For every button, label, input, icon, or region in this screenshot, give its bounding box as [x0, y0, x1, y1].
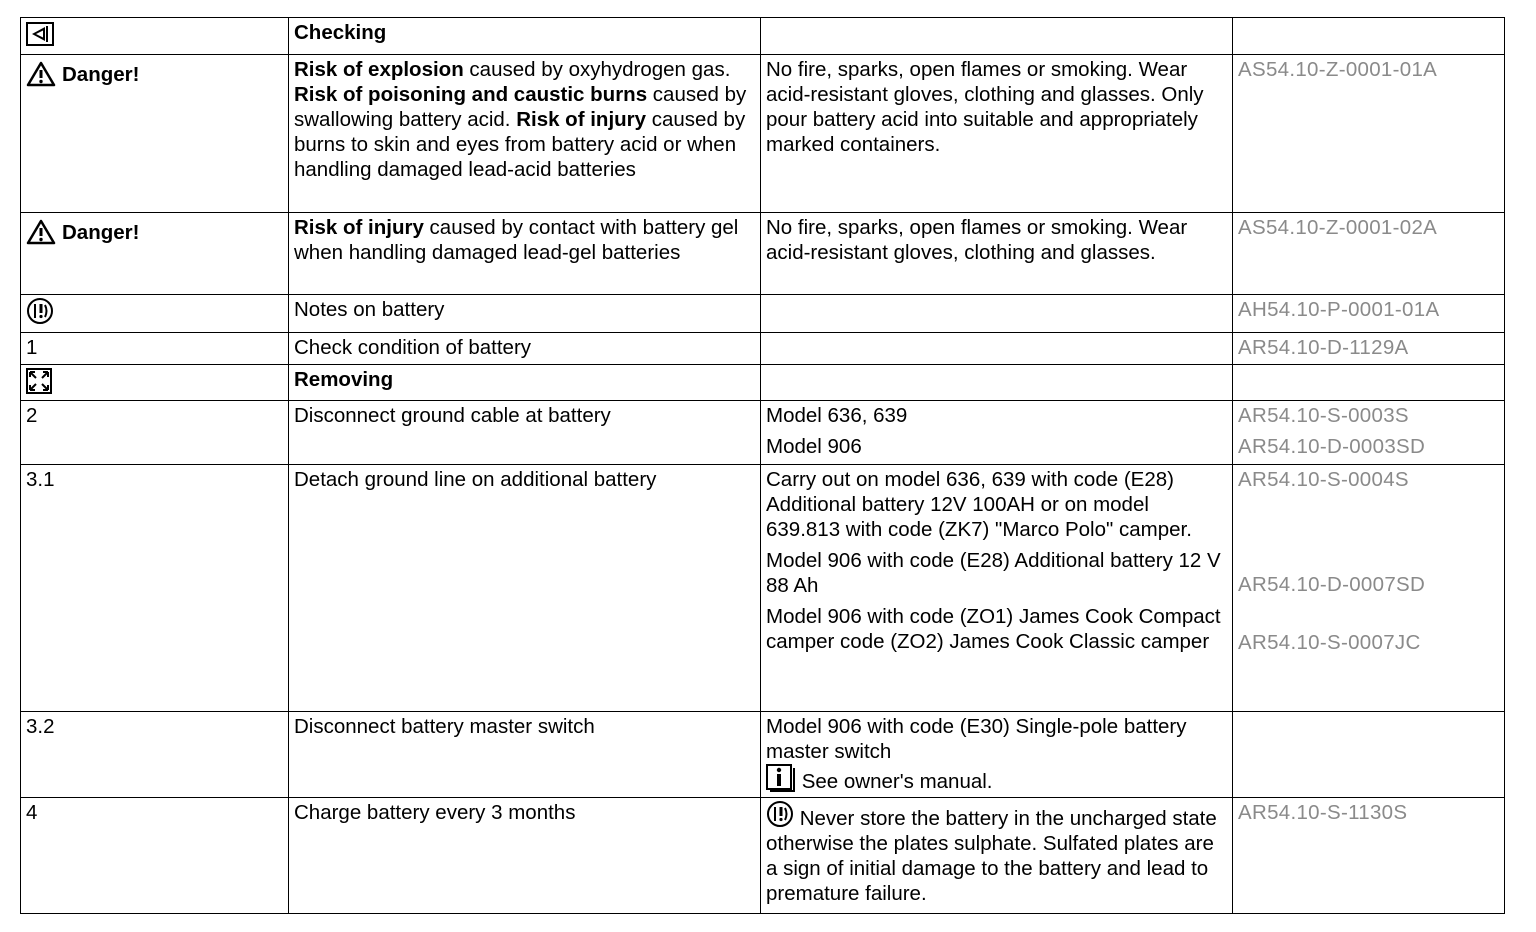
model-list — [761, 401, 1233, 465]
danger-label: Danger! — [62, 62, 140, 86]
step-number: 4 — [21, 798, 289, 914]
model-note: Model 636, 639 — [766, 404, 908, 427]
row-marker-cell — [21, 295, 289, 333]
table-row — [21, 401, 1505, 465]
reference-link[interactable]: AR54.10-S-0003S — [1238, 404, 1409, 427]
table-row — [21, 798, 1505, 914]
risk-description — [289, 55, 761, 213]
info-note — [766, 764, 1228, 794]
reference-link[interactable]: AR54.10-D-1129A — [1233, 333, 1505, 365]
reference-cell — [1233, 712, 1505, 798]
risk-bold-text: Risk of poisoning and caustic burns — [294, 83, 648, 106]
note-circle-icon — [766, 800, 794, 828]
risk-description — [289, 213, 761, 295]
precaution-text: No fire, sparks, open flames or smoking. Wear acid-resistant gloves, clothing and glasses. — [761, 213, 1233, 295]
step-text: Checking — [289, 18, 761, 55]
info-book-icon — [766, 764, 796, 792]
table-row — [21, 365, 1505, 401]
reference-link[interactable]: AR54.10-S-1130S — [1233, 798, 1505, 914]
reference-list — [1233, 401, 1505, 465]
precaution-text: No fire, sparks, open flames or smoking. Wear acid-resistant gloves, clothing and glasses. Only pour battery acid into suitable and appropriately marked containers. — [761, 55, 1233, 213]
model-list — [761, 465, 1233, 712]
note-cell — [761, 365, 1233, 401]
risk-text: caused by oxyhydrogen gas. — [463, 58, 731, 81]
table-row — [21, 712, 1505, 798]
risk-text: caused by contact with battery gel when handling damaged lead-gel batteries — [294, 216, 739, 264]
table-row — [21, 333, 1505, 365]
step-number: 2 — [21, 401, 289, 465]
risk-text: caused by swallowing battery acid. — [294, 83, 747, 131]
reference-link[interactable]: AR54.10-S-0007JC — [1238, 631, 1421, 654]
step-text: Disconnect ground cable at battery — [289, 401, 761, 465]
step-text: Detach ground line on additional battery — [289, 465, 761, 712]
warning-triangle-icon — [26, 219, 56, 245]
note-cell — [761, 333, 1233, 365]
model-note-cell — [761, 712, 1233, 798]
step-number: 3.1 — [21, 465, 289, 712]
table-row — [21, 18, 1505, 55]
reference-link[interactable]: AR54.10-D-0007SD — [1238, 573, 1426, 596]
row-marker-cell — [21, 365, 289, 401]
risk-text: caused by burns to skin and eyes from battery acid or when handling damaged lead-acid batteries — [294, 108, 746, 181]
note-cell — [761, 18, 1233, 55]
warning-triangle-icon — [26, 61, 56, 87]
reference-list — [1233, 465, 1505, 712]
row-marker-cell — [21, 18, 289, 55]
reference-link[interactable]: AH54.10-P-0001-01A — [1233, 295, 1505, 333]
reference-link[interactable]: AR54.10-D-0003SD — [1238, 435, 1426, 458]
reference-cell — [1233, 365, 1505, 401]
reference-cell — [1233, 18, 1505, 55]
table-row — [21, 213, 1505, 295]
model-note: Model 906 with code (ZO1) James Cook Compact camper code (ZO2) James Cook Classic camper — [766, 605, 1221, 653]
reference-link[interactable]: AS54.10-Z-0001-02A — [1233, 213, 1505, 295]
note-circle-icon — [26, 297, 54, 325]
table-row — [21, 465, 1505, 712]
model-note: Model 906 with code (E30) Single-pole battery master switch — [766, 715, 1187, 763]
remove-expand-icon — [26, 368, 52, 394]
model-note: Carry out on model 636, 639 with code (E28) Additional battery 12V 100AH or on model 639.813 with code (ZK7) "Marco Polo" camper. — [766, 468, 1192, 541]
note-cell — [761, 295, 1233, 333]
reference-link[interactable]: AR54.10-S-0004S — [1238, 468, 1409, 491]
reference-link[interactable]: AS54.10-Z-0001-01A — [1233, 55, 1505, 213]
step-number: 3.2 — [21, 712, 289, 798]
risk-bold-text: Risk of injury — [516, 108, 647, 131]
caution-text: Never store the battery in the uncharged state otherwise the plates sulphate. Sulfated plates are a sign of initial damage to the battery and lead to premature failure. — [766, 807, 1217, 905]
step-text: Charge battery every 3 months — [289, 798, 761, 914]
step-text: Check condition of battery — [289, 333, 761, 365]
danger-label: Danger! — [62, 220, 140, 244]
danger-cell — [21, 213, 289, 295]
step-text: Notes on battery — [289, 295, 761, 333]
step-text: Removing — [289, 365, 761, 401]
table-row — [21, 55, 1505, 213]
model-note-cell — [761, 798, 1233, 914]
check-procedure-icon — [26, 22, 54, 46]
risk-bold-text: Risk of explosion — [294, 58, 464, 81]
table-row — [21, 295, 1505, 333]
model-note: Model 906 with code (E28) Additional battery 12 V 88 Ah — [766, 549, 1221, 597]
procedure-table — [20, 17, 1505, 914]
info-note-text: See owner's manual. — [801, 770, 993, 793]
model-note: Model 906 — [766, 435, 862, 458]
step-number: 1 — [21, 333, 289, 365]
risk-bold-text: Risk of injury — [294, 216, 424, 239]
step-text: Disconnect battery master switch — [289, 712, 761, 798]
danger-cell — [21, 55, 289, 213]
